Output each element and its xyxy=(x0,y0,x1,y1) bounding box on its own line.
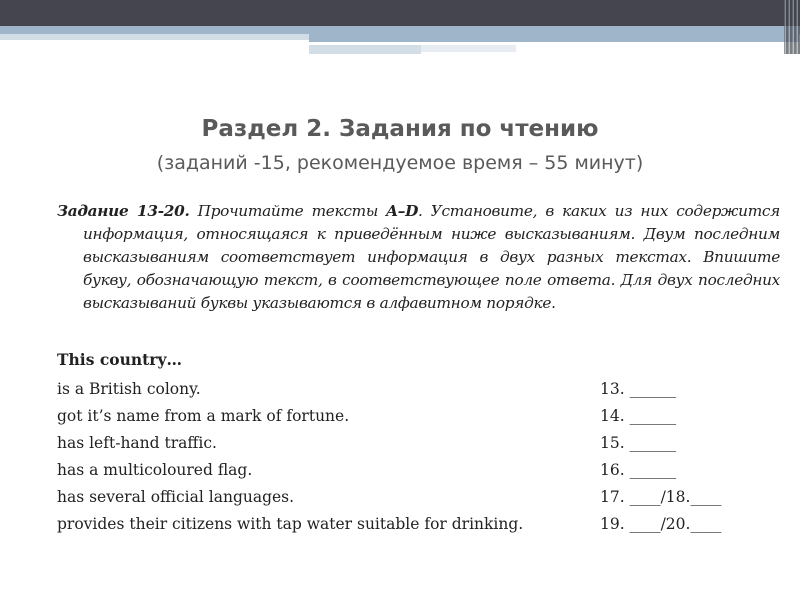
item-text: is a British colony. xyxy=(57,380,201,398)
decor-band xyxy=(0,26,800,34)
answer-field[interactable]: 17. ____/18.____ xyxy=(600,488,722,506)
decor-band xyxy=(309,45,421,54)
decor-band xyxy=(309,34,799,42)
task-letters: A–D xyxy=(386,202,419,220)
item-text: has a multicoloured flag. xyxy=(57,461,253,479)
decor-band xyxy=(421,45,516,52)
answer-field[interactable]: 13. ______ xyxy=(600,380,677,398)
top-bar xyxy=(0,0,800,26)
list-item xyxy=(57,461,777,479)
list-item xyxy=(57,380,777,398)
decor-band xyxy=(0,34,309,40)
list-item xyxy=(57,515,777,533)
list-item xyxy=(57,434,777,452)
answer-field[interactable]: 14. ______ xyxy=(600,407,677,425)
answer-field[interactable]: 19. ____/20.____ xyxy=(600,515,722,533)
slide-title: Раздел 2. Задания по чтению xyxy=(201,116,599,142)
task-text: Прочитайте тексты xyxy=(189,202,387,220)
list-item xyxy=(57,488,777,506)
item-text: has several official languages. xyxy=(57,488,295,506)
slide-subtitle: (заданий -15, рекомендуемое время – 55 минут) xyxy=(156,152,644,174)
item-text: got it’s name from a mark of fortune. xyxy=(57,407,350,425)
item-text: has left-hand traffic. xyxy=(57,434,217,452)
task-text: . Установите, в каких из них содержится информация, относящаяся к приведённым ниже высказываниям. Двум последним высказываниям соответствует информация в двух разных текстах. Впишите букву, обозначающую текст, в соответствующее поле ответа. Для двух последних высказываний буквы указываются в алфавитном порядке. xyxy=(83,202,780,312)
task-label: Задание 13-20. xyxy=(57,202,190,220)
item-text: provides their citizens with tap water suitable for drinking. xyxy=(57,515,524,533)
task-instructions xyxy=(57,200,780,315)
list-item xyxy=(57,407,777,425)
lead-text: This country… xyxy=(57,350,182,369)
answer-field[interactable]: 15. ______ xyxy=(600,434,677,452)
decor-stripes xyxy=(784,0,800,54)
answer-field[interactable]: 16. ______ xyxy=(600,461,677,479)
